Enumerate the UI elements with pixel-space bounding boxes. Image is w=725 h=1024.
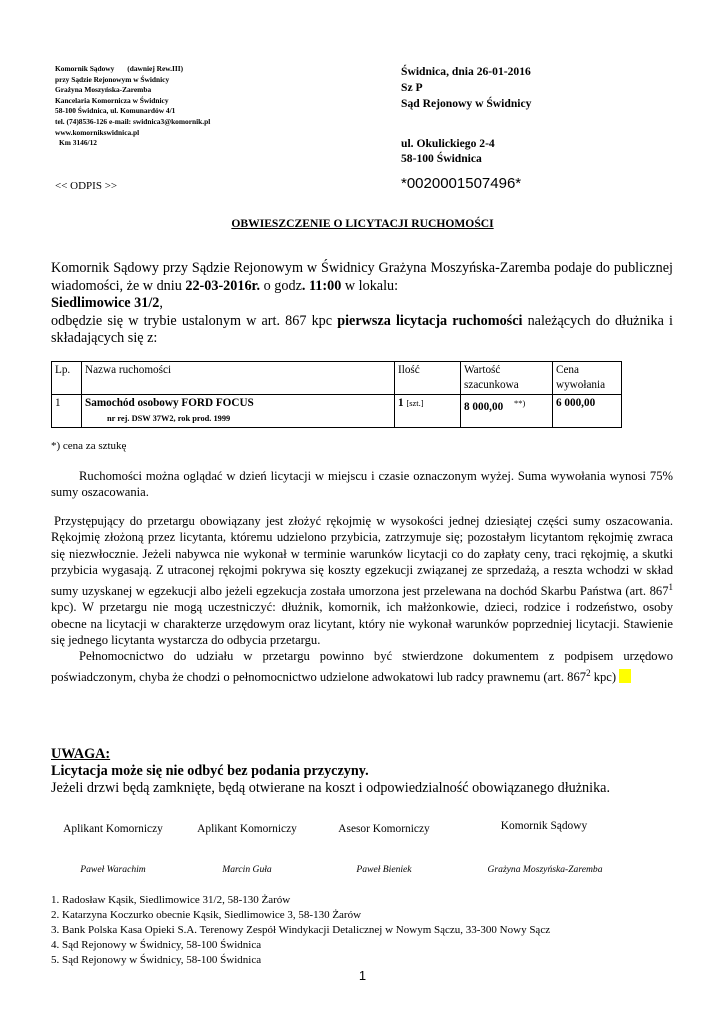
header-name: Nazwa ruchomości <box>82 362 395 395</box>
signature-name: Grażyna Moszyńska-Zaremba <box>487 864 603 875</box>
header-value <box>461 362 553 395</box>
cell-lp: 1 <box>52 395 82 428</box>
auction-type: pierwsza licytacja ruchomości <box>337 312 523 329</box>
intro-part: o godz <box>260 277 302 294</box>
superscript: 2 <box>586 667 591 678</box>
intro-part: w lokalu: <box>341 277 399 294</box>
header-price-line: Cena <box>556 364 579 376</box>
signature-name: Marcin Guła <box>222 864 272 875</box>
item-name: Samochód osobowy FORD FOCUS <box>85 397 254 409</box>
item-unit: [szt.] <box>406 398 424 408</box>
intro-part: należących do dłużnika i składających się z: <box>51 312 673 347</box>
list-item: 2. Katarzyna Koczurko obecnie Kąsik, Siedlimowice 3, 58-130 Żarów <box>51 909 362 921</box>
cell-value <box>461 395 553 428</box>
sender-line: Kancelaria Komornicza w Świdnicy <box>55 95 169 105</box>
page-number: 1 <box>358 968 367 983</box>
sender-block <box>55 64 210 149</box>
paragraph-viewing <box>51 468 673 501</box>
addressee-street: ul. Okulickiego 2-4 <box>401 137 495 150</box>
list-item: 1. Radosław Kąsik, Siedlimowice 31/2, 58-130 Żarów <box>51 894 291 906</box>
cell-qty <box>395 395 461 428</box>
intro-text <box>51 260 673 348</box>
paragraph-text: Pełnomocnictwo do udziału w przetargu powinno być stwierdzone dokumentem z podpisem urzędowo poświadczonym, chyba że chodzi o pełnomocnictwo udzielone adwokatowi lub radcy prawnemu (art. 867 <box>51 649 673 685</box>
auction-date: 22-03-2016r. <box>185 277 261 294</box>
superscript: 1 <box>668 581 673 592</box>
salutation: Sz P <box>401 81 423 94</box>
cell-price <box>553 395 622 428</box>
addressee: Sąd Rejonowy w Świdnicy <box>401 97 532 110</box>
table-header-row <box>52 362 622 395</box>
signature-role: Komornik Sądowy <box>500 820 588 832</box>
document-title: OBWIESZCZENIE O LICYTACJI RUCHOMOŚCI <box>231 217 494 230</box>
item-value: 8 000,00 <box>464 401 504 413</box>
item-price: 6 000,00 <box>556 397 596 409</box>
signature-role: Aplikant Komorniczy <box>63 823 163 835</box>
intro-part: Komornik Sądowy przy Sądzie Rejonowym w Świdnicy Grażyna Moszyńska-Zaremba podaje do publicznej wiadomości, że w dniu <box>51 260 673 294</box>
list-item: 5. Sąd Rejonowy w Świdnicy, 58-100 Świdnica <box>51 954 262 966</box>
highlight-mark <box>619 669 631 683</box>
case-number: Km 3146/12 <box>59 138 97 148</box>
item-details: nr rej. DSW 37W2, rok prod. 1999 <box>107 414 231 423</box>
paragraph-text: Ruchomości można oglądać w dzień licytacji w miejscu i czasie oznaczonym wyżej. Suma wywołania wynosi 75% sumy oszacowania. <box>51 469 673 500</box>
auction-time: . 11:00 <box>301 277 342 294</box>
signature-role: Asesor Komorniczy <box>338 823 430 835</box>
paragraph-text: kpc) <box>590 670 617 685</box>
paragraph-deposit <box>51 513 673 685</box>
auction-location: Siedlimowice 31/2 <box>51 295 160 312</box>
signature-name: Paweł Bieniek <box>356 864 412 875</box>
header-value-line: Wartość <box>464 364 501 376</box>
sender-line: przy Sądzie Rejonowym w Świdnicy <box>55 74 170 84</box>
footnote: *) cena za sztukę <box>51 440 127 452</box>
sender-line: www.komornikswidnica.pl <box>55 127 140 137</box>
cell-name <box>82 395 395 428</box>
header-right <box>401 64 531 112</box>
paragraph-text: Przystępujący do przetargu obowiązany jest złożyć rękojmię w wysokości jednej dziesiątej części sumy oszacowania. Rękojmię złożoną przez licytanta, któremu udzielono przybicia, zatrzymuje się; pozostałym licytantom rękojmię zwraca się niezwłocznie. Jeżeli nabywca nie wykonał w terminie warunków licytacji co do zapłaty ceny, traci rękojmię, a skutki przybicia wygasają. Z utraconej rękojmi pokrywa się koszty egzekucji związanej ze sprzedażą, a reszta wchodzi w skład sumy uzyskanej w egzekucji albo jeżeli egzekucja została umorzona jest przelewana na dochód Skarbu Państwa (art. 867 <box>51 514 673 598</box>
table-row <box>52 395 622 428</box>
paragraph-text: kpc). W przetargu nie mogą uczestniczyć: dłużnik, komornik, ich małżonkowie, dzieci, rodzice i rodzeństwo, osoby obecne na licytacji w charakterze urzędowym oraz licytant, który nie wykonał warunków poprzedniej licytacji. Stawienie się jednego licytanta wystarcza do odbycia przetargu. <box>51 600 673 648</box>
header-price-line: wywołania <box>556 379 606 391</box>
warning-heading: UWAGA: <box>51 746 111 762</box>
barcode-text: *0020001507496* <box>401 175 522 192</box>
signature-name: Paweł Warachim <box>80 864 146 875</box>
item-value-mark: **) <box>513 398 526 408</box>
header-value-line: szacunkowa <box>464 379 519 391</box>
addressee-city: 58-100 Świdnica <box>401 152 482 165</box>
header-qty: Ilość <box>395 362 461 395</box>
warning-block <box>51 746 610 797</box>
sender-line: tel. (74)8536-126 e-mail: swidnica3@komornik.pl <box>55 116 211 126</box>
header-price <box>553 362 622 395</box>
recipients-list <box>51 893 550 968</box>
item-qty: 1 <box>398 397 404 409</box>
sender-line: Komornik Sądowy (dawniej Rew.III) <box>55 64 184 73</box>
header-lp: Lp. <box>52 362 82 395</box>
place-date: Świdnica, dnia 26-01-2016 <box>401 65 531 78</box>
items-table <box>51 361 622 428</box>
copy-mark: << ODPIS >> <box>55 180 118 192</box>
addressee-address <box>401 136 495 166</box>
intro-part: , <box>159 295 163 312</box>
list-item: 3. Bank Polska Kasa Opieki S.A. Terenowy Zespół Windykacji Detalicznej w Nowym Sączu, 33-300 Nowy Sącz <box>51 924 551 936</box>
sender-line: 58-100 Świdnica, ul. Komunardów 4/1 <box>55 106 176 116</box>
sender-line: Grażyna Moszyńska-Zaremba <box>55 85 152 95</box>
warning-line: Jeżeli drzwi będą zamknięte, będą otwierane na koszt i odpowiedzialność obowiązanego dłużnika. <box>51 780 611 796</box>
warning-line-bold: Licytacja może się nie odbyć bez podania przyczyny. <box>51 763 369 779</box>
intro-part: odbędzie się w trybie ustalonym w art. 867 kpc <box>51 312 338 329</box>
paragraph-power-of-attorney <box>51 648 673 685</box>
list-item: 4. Sąd Rejonowy w Świdnicy, 58-100 Świdnica <box>51 939 262 951</box>
signature-role: Aplikant Komorniczy <box>197 823 297 835</box>
